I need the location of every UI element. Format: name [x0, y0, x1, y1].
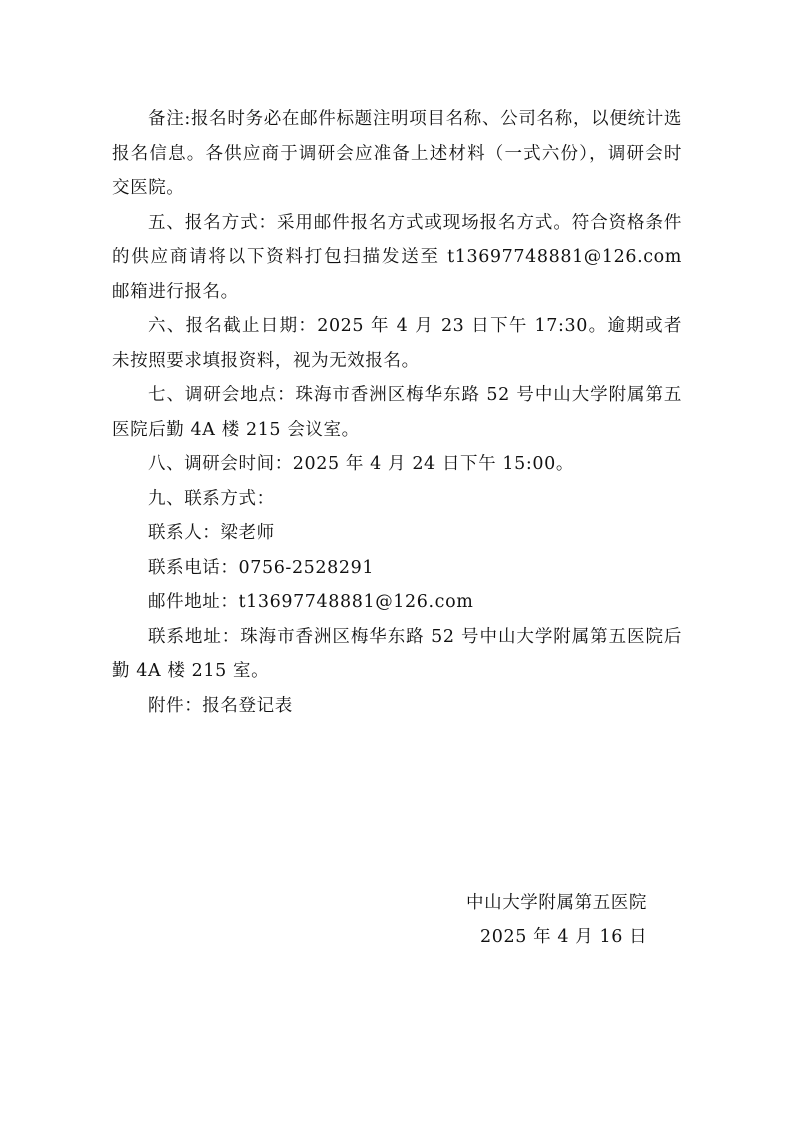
registration-method-paragraph: 五、报名方式：采用邮件报名方式或现场报名方式。符合资格条件的供应商请将以下资料打包扫描发送至 t13697748881@126.com 邮箱进行报名。 [112, 212, 682, 302]
contact-heading: 九、联系方式： [148, 488, 275, 509]
signature-organization: 中山大学附属第五医院 [466, 893, 647, 913]
signature-block [462, 886, 662, 954]
note-paragraph: 备注:报名时务必在邮件标题注明项目名称、公司名称，以便统计选报名信息。各供应商于调研会应准备上述材料（一式六份），调研会时交医院。 [112, 109, 682, 198]
document-body [112, 102, 682, 723]
attachment-line: 附件：报名登记表 [148, 695, 293, 716]
signature-date: 2025 年 4 月 16 日 [480, 927, 648, 947]
contact-address: 联系地址：珠海市香洲区梅华东路 52 号中山大学附属第五医院后勤 4A 楼 215 室。 [112, 626, 682, 681]
contact-person: 联系人：梁老师 [148, 523, 275, 543]
contact-phone: 联系电话：0756-2528291 [148, 557, 375, 578]
deadline-paragraph: 六、报名截止日期：2025 年 4 月 23 日下午 17:30。逾期或者未按照要求填报资料，视为无效报名。 [112, 316, 682, 371]
contact-email: 邮件地址：t13697748881@126.com [148, 592, 474, 612]
meeting-location-paragraph: 七、调研会地点：珠海市香洲区梅华东路 52 号中山大学附属第五医院后勤 4A 楼 215 会议室。 [112, 385, 682, 440]
meeting-time-paragraph: 八、调研会时间：2025 年 4 月 24 日下午 15:00。 [148, 454, 574, 474]
